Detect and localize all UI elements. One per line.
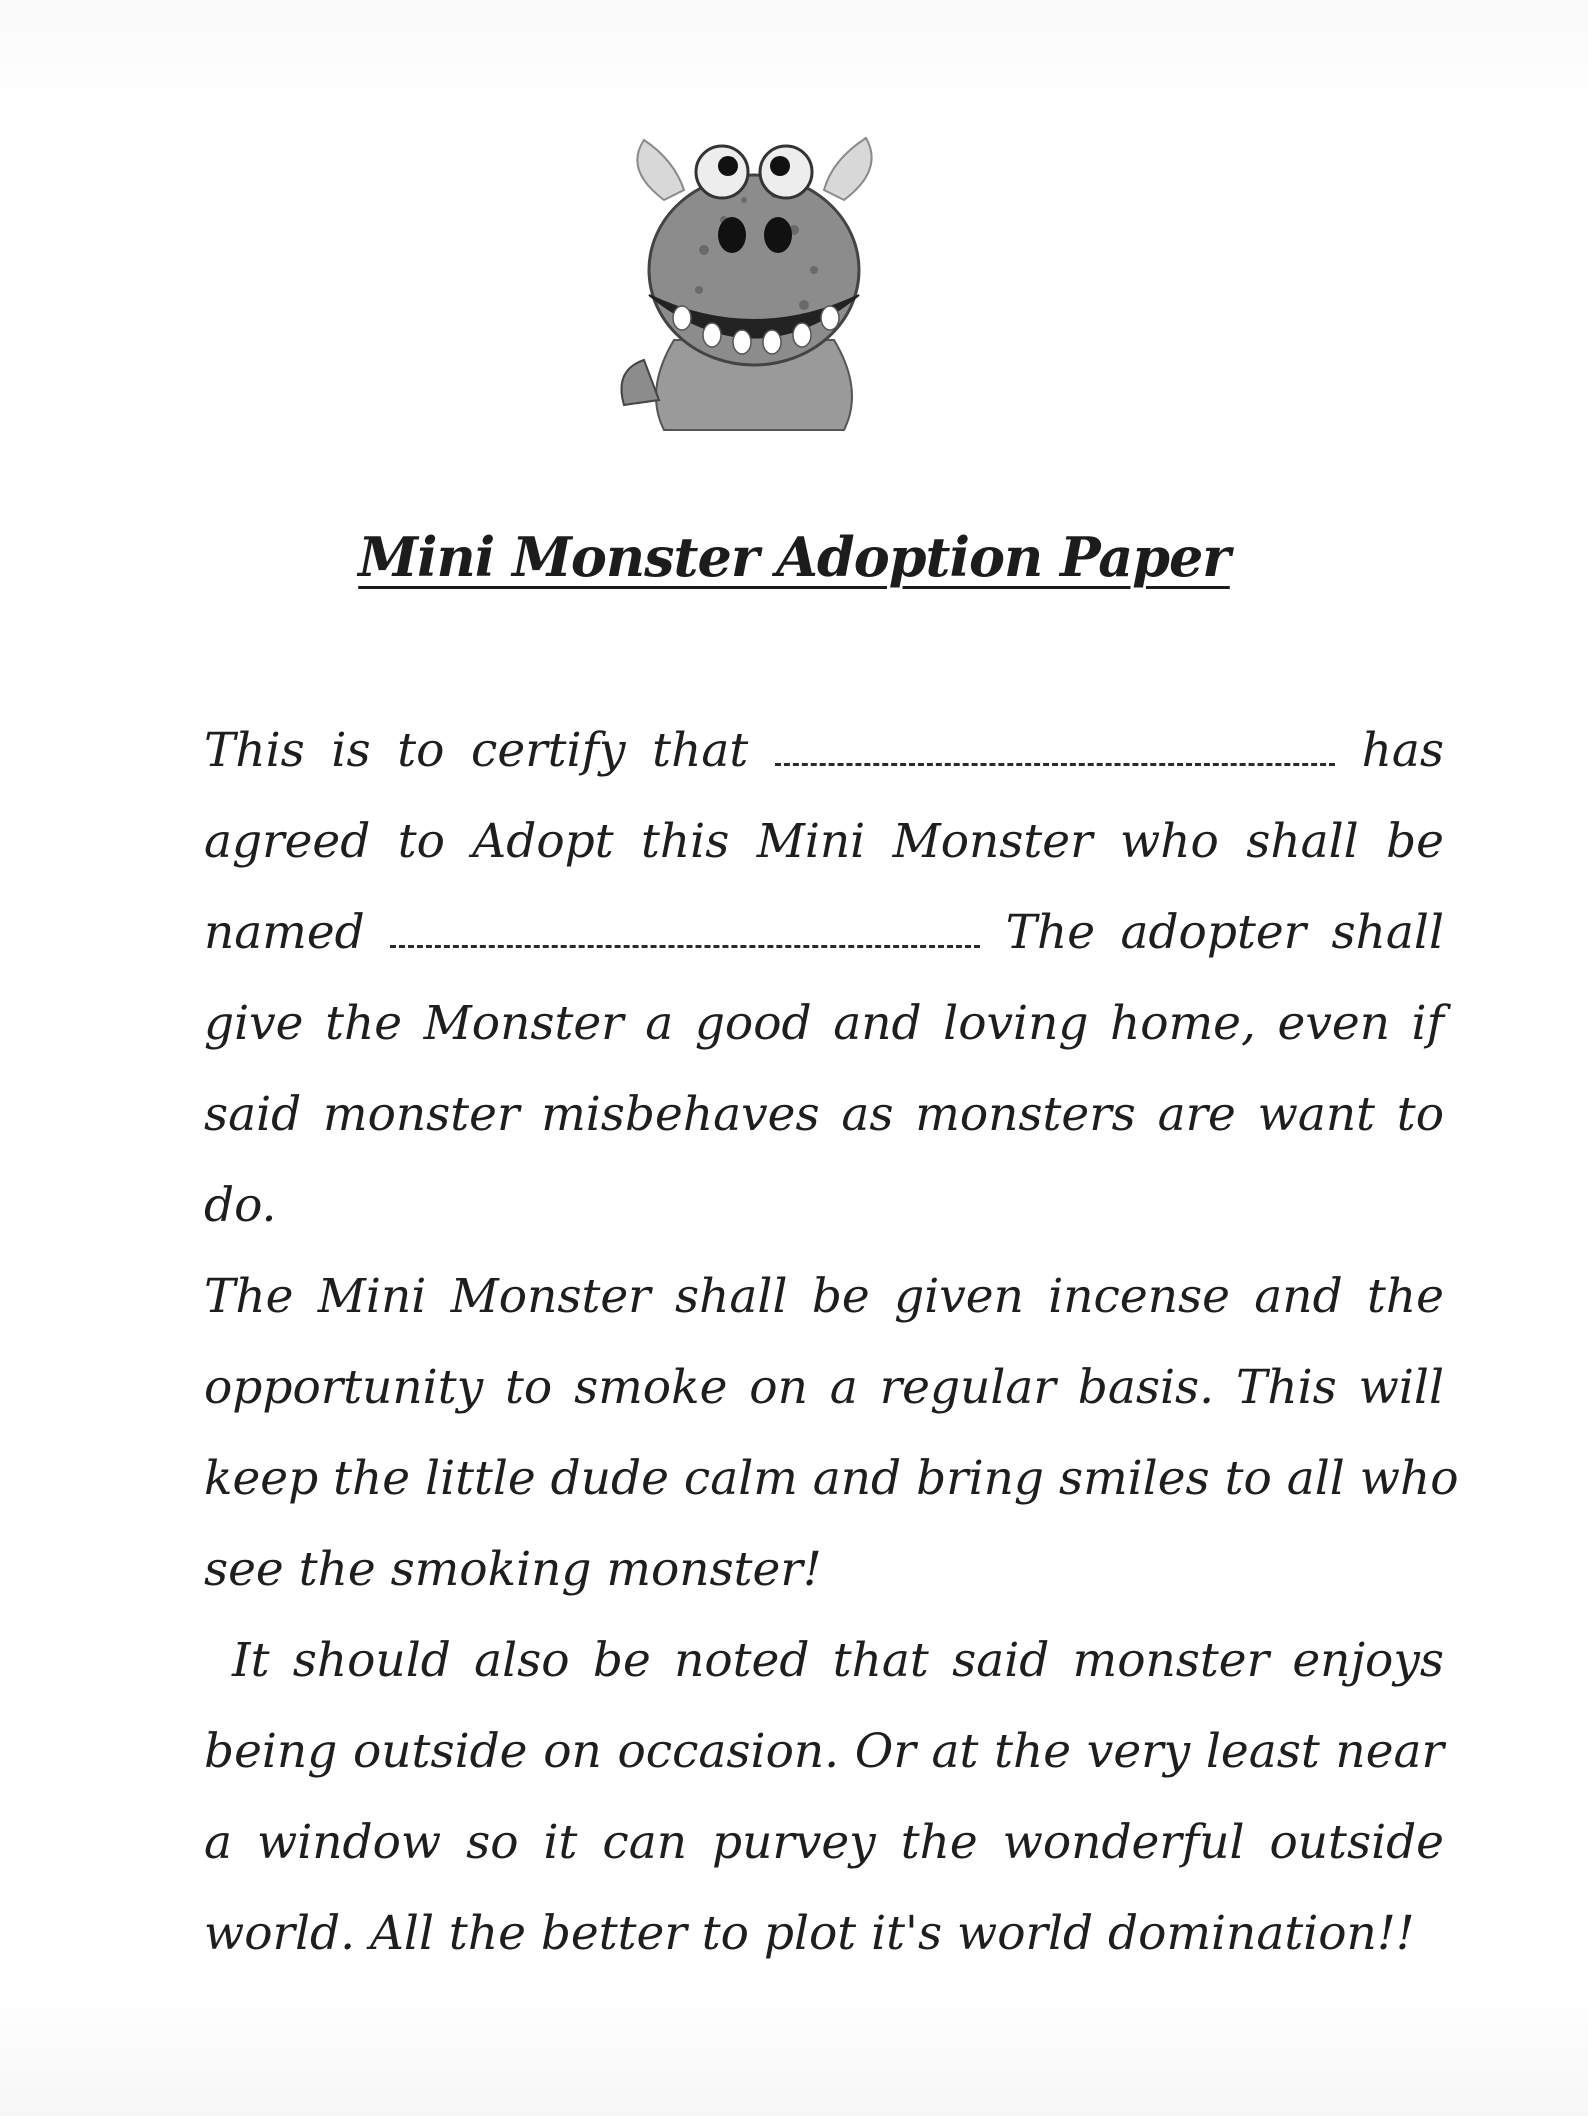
body-line [204, 705, 1444, 796]
certify-text: This is to certify that [204, 723, 749, 778]
body-line: It should also be noted that said monster enjoys [232, 1633, 1444, 1688]
document-body [204, 705, 1459, 1979]
body-line [204, 887, 1444, 978]
body-line: see the smoking monster! [204, 1542, 822, 1597]
body-line: opportunity to smoke on a regular basis. This will [204, 1360, 1444, 1415]
body-line: give the Monster a good and loving home, even if [204, 996, 1444, 1051]
adopter-name-blank[interactable] [775, 733, 1335, 766]
body-line: being outside on occasion. Or at the very least near [204, 1724, 1444, 1779]
body-line: a window so it can purvey the wonderful outside [204, 1815, 1444, 1870]
body-line: said monster misbehaves as monsters are want to [204, 1087, 1444, 1142]
body-line: keep the little dude calm and bring smiles to all who [204, 1451, 1459, 1506]
body-line: agreed to Adopt this Mini Monster who shall be [204, 814, 1444, 869]
body-line: do. [204, 1178, 277, 1233]
has-text: has [1361, 723, 1444, 778]
named-text: named [204, 905, 365, 960]
monster-name-blank[interactable] [390, 915, 980, 948]
document-title-text: Mini Monster Adoption Paper [358, 525, 1230, 589]
document-title [0, 525, 1588, 589]
adopter-shall-text: The adopter shall [1005, 905, 1444, 960]
body-line: world. All the better to plot it's world domination!! [204, 1906, 1415, 1961]
monster-illustration-icon [604, 130, 904, 440]
body-line: The Mini Monster shall be given incense and the [204, 1269, 1444, 1324]
